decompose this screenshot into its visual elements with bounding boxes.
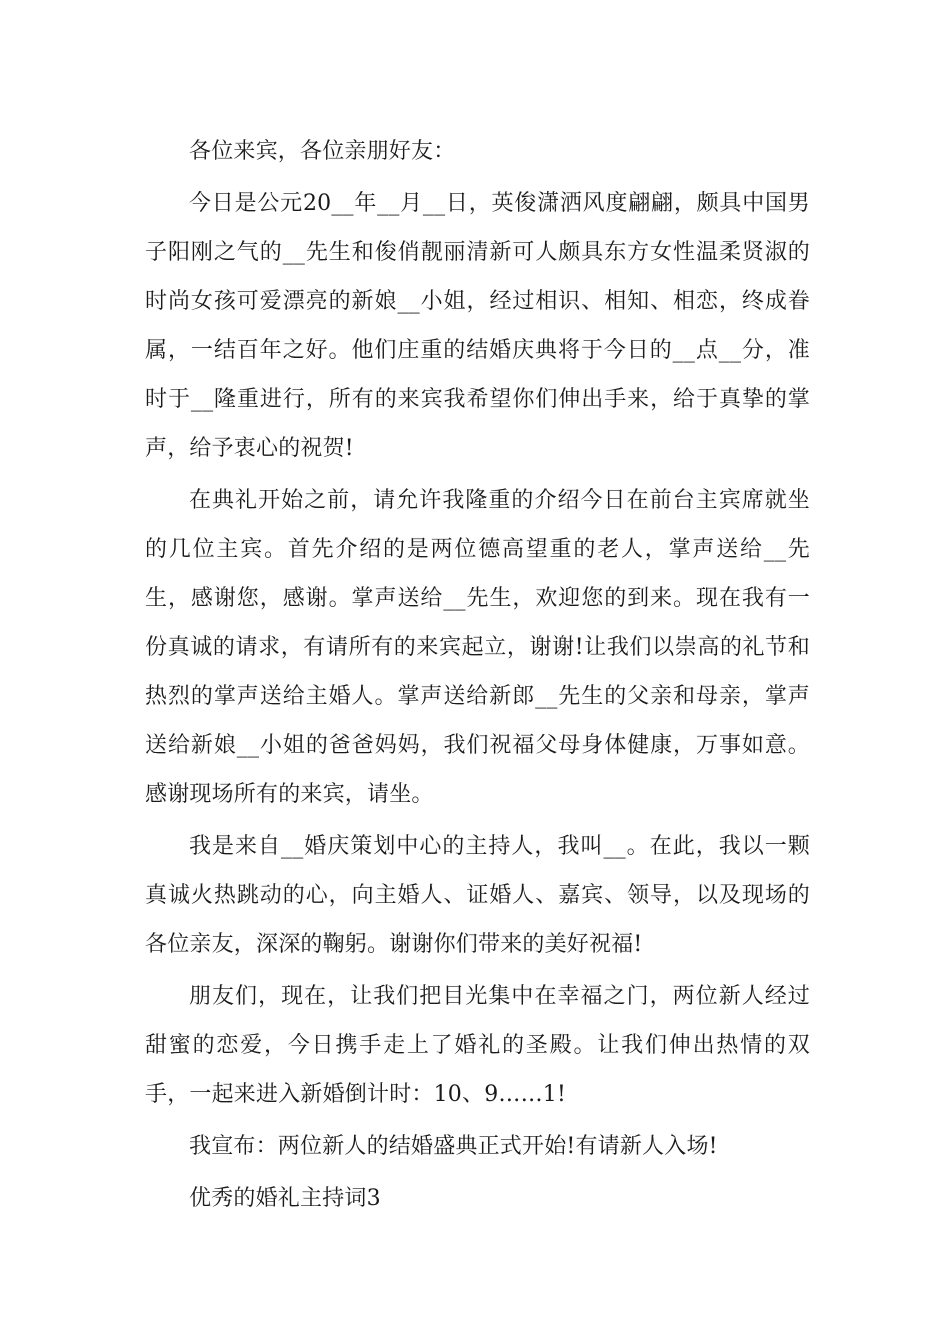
section-heading: 优秀的婚礼主持词3 <box>189 1186 381 1211</box>
paragraph-greeting: 各位来宾，各位亲朋好友： <box>189 139 456 164</box>
paragraph-host: 我是来自__婚庆策划中心的主持人，我叫__。在此，我以一颗真诚火热跳动的心，向主婚人、证婚人、嘉宾、领导，以及现场的各位亲友，深深的鞠躬。谢谢你们带来的美好祝福! <box>145 834 810 957</box>
paragraph-announcement: 我宣布：两位新人的结婚盛典正式开始!有请新人入场! <box>189 1134 718 1159</box>
paragraph-introduction: 今日是公元20__年__月__日，英俊潇洒风度翩翩，颇具中国男子阳刚之气的__先生和俊俏靓丽清新可人颇具东方女性温柔贤淑的时尚女孩可爱漂亮的新娘__小姐，经过相识、相知、相恋，终成眷属，一结百年之好。他们庄重的结婚庆典将于今日的__点__分，准时于__隆重进行，所有的来宾我希望你们伸出手来，给于真挚的掌声，给予衷心的祝贺! <box>145 191 810 461</box>
document-body <box>145 127 810 1223</box>
paragraph-guests: 在典礼开始之前，请允许我隆重的介绍今日在前台主宾席就坐的几位主宾。首先介绍的是两位德高望重的老人，掌声送给__先生，感谢您，感谢。掌声送给__先生，欢迎您的到来。现在我有一份真诚的请求，有请所有的来宾起立，谢谢!让我们以崇高的礼节和热烈的掌声送给主婚人。掌声送给新郎__先生的父亲和母亲，掌声送给新娘__小姐的爸爸妈妈，我们祝福父母身体健康，万事如意。感谢现场所有的来宾，请坐。 <box>145 488 810 807</box>
paragraph-countdown: 朋友们，现在，让我们把目光集中在幸福之门，两位新人经过甜蜜的恋爱，今日携手走上了婚礼的圣殿。让我们伸出热情的双手，一起来进入新婚倒计时：10、9……1! <box>145 984 810 1107</box>
